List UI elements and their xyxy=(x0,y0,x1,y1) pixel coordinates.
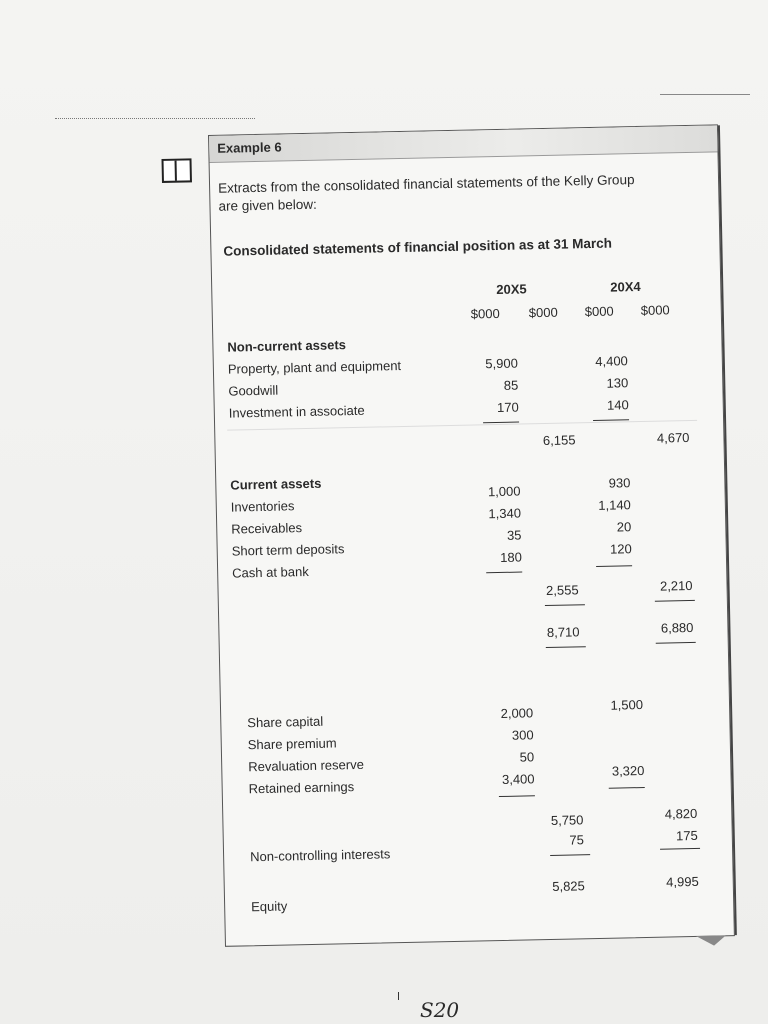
total-assets: 6,880 xyxy=(660,619,694,636)
row-label: Equity xyxy=(251,898,288,915)
divider xyxy=(55,118,255,119)
cell-value: 2,000 xyxy=(500,705,534,721)
cell-value: 1,500 xyxy=(610,697,644,713)
cell-value: 930 xyxy=(608,475,631,491)
row-label: Investment in associate xyxy=(228,402,365,421)
cell-value: 85 xyxy=(503,377,519,393)
cell-value: 50 xyxy=(519,749,535,765)
section-heading: Current assets xyxy=(230,475,322,493)
intro-text: Extracts from the consolidated financial statements of the Kelly Group are given below: xyxy=(217,172,635,214)
row-label: Inventories xyxy=(230,498,295,515)
subtotal: 5,750 xyxy=(550,812,584,828)
cell-value: 35 xyxy=(506,527,522,543)
cell-value: 300 xyxy=(511,727,534,743)
cell-value xyxy=(583,719,643,720)
cell-value: 170 xyxy=(496,399,519,416)
cell-value: 130 xyxy=(606,375,629,391)
row-label: Share capital xyxy=(247,713,324,731)
currency-header: $000 xyxy=(528,304,558,321)
currency-header: $000 xyxy=(640,302,670,318)
subtotal: 4,820 xyxy=(664,805,698,822)
subtotal: 4,670 xyxy=(656,429,690,446)
example-header xyxy=(209,125,717,163)
statement-title: Consolidated statements of financial position as at 31 March xyxy=(223,235,613,259)
cell-value: 5,900 xyxy=(485,355,519,372)
divider xyxy=(660,94,750,95)
cell-value: 120 xyxy=(609,541,632,557)
page-number: S20 xyxy=(420,998,460,1022)
row-label: Cash at bank xyxy=(232,563,309,581)
subtotal: 2,210 xyxy=(659,577,693,594)
cell-value: 140 xyxy=(606,397,629,413)
example-box xyxy=(208,124,735,947)
row-label: Revaluation reserve xyxy=(248,756,364,775)
cell-value: 20 xyxy=(616,519,632,535)
section-heading: Non-current assets xyxy=(227,337,347,355)
row-label: Property, plant and equipment xyxy=(227,358,402,377)
cell-value: 1,140 xyxy=(598,497,631,513)
row-label: Non-controlling interests xyxy=(249,846,391,865)
row-label: Short term deposits xyxy=(231,541,345,559)
cell-value xyxy=(584,741,644,742)
total-assets: 8,710 xyxy=(546,624,580,641)
year-header-1: 20X5 xyxy=(496,281,527,297)
row-label: Retained earnings xyxy=(248,779,355,797)
row-label: Goodwill xyxy=(228,382,279,399)
equity-total: 5,825 xyxy=(552,878,585,894)
subtotal: 2,555 xyxy=(545,582,579,599)
cell-value: 75 xyxy=(569,832,584,848)
cell-value: 180 xyxy=(500,549,523,565)
year-header-2: 20X4 xyxy=(610,278,641,295)
book-icon xyxy=(161,158,191,183)
row-label: Share premium xyxy=(247,735,337,753)
currency-header: $000 xyxy=(470,305,500,322)
cell-value: 4,400 xyxy=(595,353,628,369)
cell-value: 1,000 xyxy=(487,483,521,500)
subtotal: 6,155 xyxy=(542,432,576,449)
cell-value: 3,320 xyxy=(611,763,645,779)
example-label: Example 6 xyxy=(217,139,282,156)
cell-value: 3,400 xyxy=(501,771,535,787)
cell-value: 1,340 xyxy=(488,505,522,522)
currency-header: $000 xyxy=(584,303,614,320)
equity-total: 4,995 xyxy=(666,873,699,890)
row-label: Receivables xyxy=(231,520,303,537)
cell-value: 175 xyxy=(675,827,698,844)
